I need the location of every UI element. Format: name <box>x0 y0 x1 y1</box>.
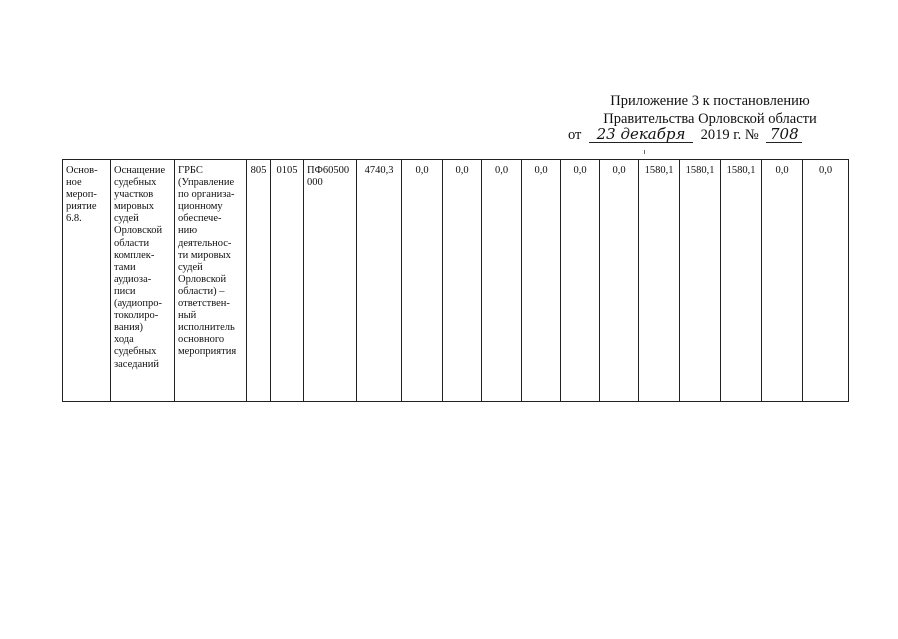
value-cell: 1580,1 <box>721 160 762 402</box>
appendix-header <box>560 92 860 128</box>
appendix-authority: Правительства Орловской области <box>603 111 817 127</box>
table-row <box>63 160 849 402</box>
value-cell: 0,0 <box>522 160 561 402</box>
decree-number-handwritten: 708 <box>766 127 802 143</box>
decree-prefix: от <box>568 127 582 143</box>
value-cell: 0,0 <box>561 160 600 402</box>
measure-name-cell: Оснащение судебных участков мировых судей Орловской области комплек- тами аудиоза- писи (аудиопро- токолиро- вания) хода судебных заседаний <box>111 160 175 402</box>
decree-date-line <box>568 127 808 144</box>
value-cell: 0,0 <box>600 160 639 402</box>
value-cell: 0,0 <box>803 160 849 402</box>
rzpr-code-cell: 0105 <box>271 160 304 402</box>
value-cell: 0,0 <box>762 160 803 402</box>
executor-cell: ГРБС (Управление по организа- ционному обеспече- нию деятельнос- ти мировых судей Орловской области) – ответствен- ный исполнитель основного мероприятия <box>175 160 247 402</box>
value-cell: 0,0 <box>482 160 522 402</box>
measure-type-cell: Основ- ное мероп- риятие 6.8. <box>63 160 111 402</box>
decree-year: 2019 г. № <box>700 127 759 143</box>
decree-date-handwritten: 23 декабря <box>589 127 693 143</box>
value-cell: 1580,1 <box>639 160 680 402</box>
total-amount-cell: 4740,3 <box>357 160 402 402</box>
program-measure-table <box>62 159 849 402</box>
value-cell: 0,0 <box>443 160 482 402</box>
scan-mark <box>644 150 645 154</box>
csr-code-cell: ПФ60500 000 <box>304 160 357 402</box>
value-cell: 1580,1 <box>680 160 721 402</box>
value-cell: 0,0 <box>402 160 443 402</box>
appendix-title: Приложение 3 к постановлению <box>610 93 810 109</box>
grbs-code-cell: 805 <box>247 160 271 402</box>
